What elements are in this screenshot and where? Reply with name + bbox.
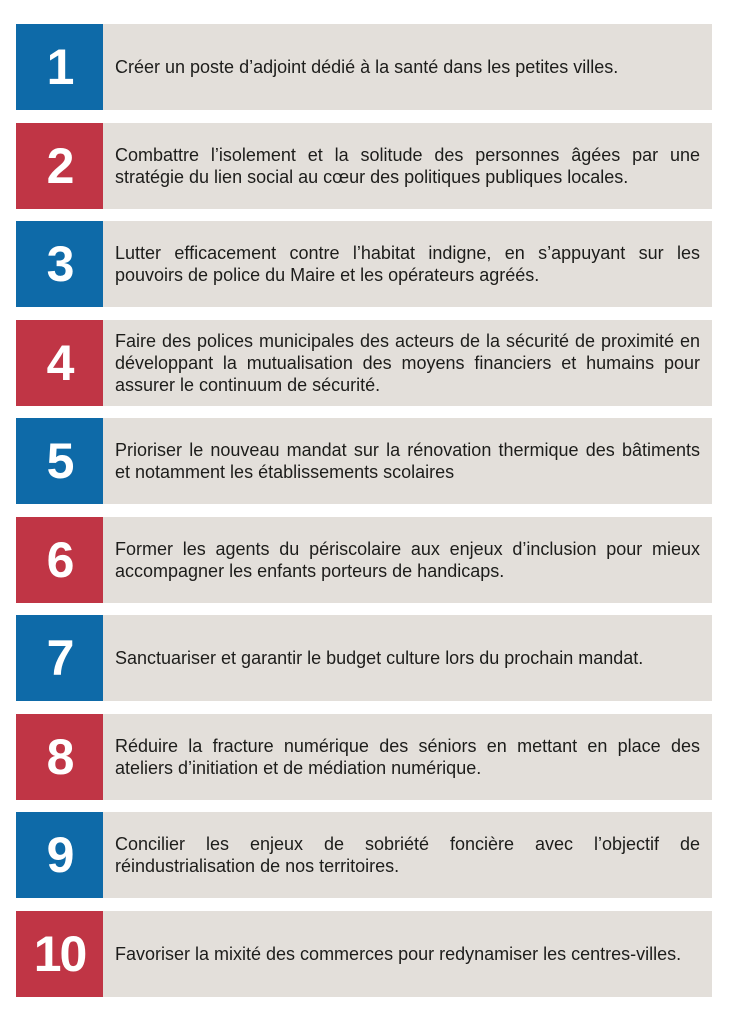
proposals-list bbox=[16, 24, 712, 997]
proposal-text: Créer un poste d’adjoint dédié à la santé dans les petites villes. bbox=[115, 57, 619, 77]
proposal-item-6 bbox=[16, 517, 712, 603]
proposal-number: 1 bbox=[16, 24, 103, 110]
proposal-text: Former les agents du périscolaire aux enjeux d’inclusion pour mieux accompagner les enfants porteurs de handicaps. bbox=[115, 538, 700, 581]
proposal-item-2 bbox=[16, 123, 712, 209]
proposal-item-7 bbox=[16, 615, 712, 701]
proposal-text: Réduire la fracture numérique des séniors en mettant en place des ateliers d’initiation et de médiation numérique. bbox=[115, 735, 700, 778]
proposal-item-3 bbox=[16, 221, 712, 307]
proposal-item-9 bbox=[16, 812, 712, 898]
proposal-number: 7 bbox=[16, 615, 103, 701]
proposal-text: Sanctuariser et garantir le budget culture lors du prochain mandat. bbox=[115, 648, 644, 668]
proposal-number: 5 bbox=[16, 418, 103, 504]
proposal-item-8 bbox=[16, 714, 712, 800]
proposal-number: 3 bbox=[16, 221, 103, 307]
proposal-text: Faire des polices municipales des acteurs de la sécurité de proximité en développant la mutualisation des moyens financiers et humains pour assurer le continuum de sécurité. bbox=[115, 330, 700, 395]
proposal-number: 4 bbox=[16, 320, 103, 406]
proposal-item-5 bbox=[16, 418, 712, 504]
proposal-text: Favoriser la mixité des commerces pour redynamiser les centres-villes. bbox=[115, 943, 682, 964]
proposal-number: 6 bbox=[16, 517, 103, 603]
proposal-item-1 bbox=[16, 24, 712, 110]
proposal-number: 2 bbox=[16, 123, 103, 209]
proposal-item-4 bbox=[16, 320, 712, 406]
proposal-number: 9 bbox=[16, 812, 103, 898]
proposal-item-10 bbox=[16, 911, 712, 997]
proposal-text: Combattre l’isolement et la solitude des personnes âgées par une stratégie du lien social au cœur des politiques publiques locales. bbox=[115, 144, 700, 187]
proposal-text: Lutter efficacement contre l’habitat indigne, en s’appuyant sur les pouvoirs de police du Maire et les opérateurs agréés. bbox=[115, 243, 700, 285]
proposal-text: Concilier les enjeux de sobriété foncière avec l’objectif de réindustrialisation de nos territoires. bbox=[115, 834, 700, 876]
proposal-number: 10 bbox=[16, 911, 103, 997]
proposal-text: Prioriser le nouveau mandat sur la rénovation thermique des bâtiments et notamment les établissements scolaires bbox=[115, 440, 700, 482]
proposal-number: 8 bbox=[16, 714, 103, 800]
